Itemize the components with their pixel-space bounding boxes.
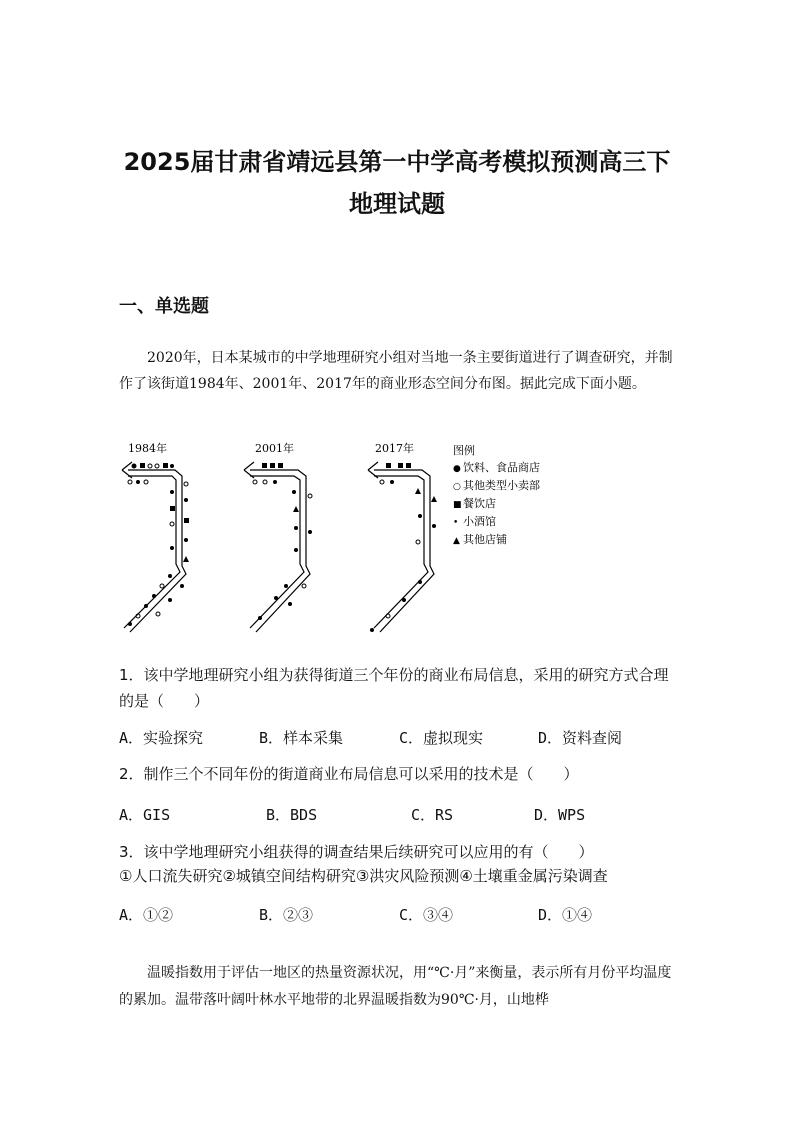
legend-label-2: 其他类型小卖部 <box>463 479 540 492</box>
question-2-option-b[interactable]: B．BDS <box>266 806 318 824</box>
legend-label-4: 小酒馆 <box>463 515 496 528</box>
legend-symbol-2: ○ <box>453 482 461 492</box>
legend-symbol-5: ▲ <box>453 536 460 546</box>
question-2-option-c[interactable]: C．RS <box>411 806 454 824</box>
legend-title: 图例 <box>453 444 475 457</box>
question-1-option-a[interactable]: A．实验探究 <box>119 729 204 747</box>
question-3-stem: 3．该中学地理研究小组获得的调查结果后续研究可以应用的有（ ） <box>119 843 594 861</box>
question-1-option-b[interactable]: B．样本采集 <box>259 729 344 747</box>
year-label-2017: 2017年 <box>375 442 414 455</box>
passage-2-paragraph: 温暖指数用于评估一地区的热量资源状况，用“℃·月”来衡量，表示所有月份平均温度的累加。温带落叶阔叶林水平地带的北界温暖指数为90℃·月，山地桦 <box>119 965 672 1008</box>
section-heading: 一、单选题 <box>119 296 209 317</box>
year-label-2001: 2001年 <box>255 442 294 455</box>
legend-label-1: 饮料、食品商店 <box>463 461 540 474</box>
question-1-option-c[interactable]: C．虚拟现实 <box>399 729 484 747</box>
legend <box>453 443 540 546</box>
legend-label-5: 其他店铺 <box>463 533 507 546</box>
year-label-1984: 1984年 <box>128 442 167 455</box>
question-3-statements: ①人口流失研究②城镇空间结构研究③洪灾风险预测④土壤重金属污染调查 <box>119 867 608 885</box>
question-3-option-b[interactable]: B．②③ <box>259 906 314 924</box>
question-2-option-a[interactable]: A．GIS <box>119 806 171 824</box>
legend-symbol-3: ■ <box>453 500 462 510</box>
question-1-option-d[interactable]: D．资料查阅 <box>538 729 623 747</box>
shops-1984 <box>128 463 189 626</box>
document-title-line-2: 地理试题 <box>349 190 445 218</box>
question-2-option-d[interactable]: D．WPS <box>534 806 586 824</box>
legend-symbol-1: ● <box>453 464 461 474</box>
legend-label-3: 餐饮店 <box>463 497 496 510</box>
question-3-option-d[interactable]: D．①④ <box>538 906 593 924</box>
question-3-option-a[interactable]: A．①② <box>119 906 174 924</box>
street-map-2001 <box>244 462 310 632</box>
intro-paragraph: 2020年，日本某城市的中学地理研究小组对当地一条主要街道进行了调查研究，并制作了该街道1984年、2001年、2017年的商业形态空间分布图。据此完成下面小题。 <box>119 350 673 392</box>
question-2-stem: 2．制作三个不同年份的街道商业布局信息可以采用的技术是（ ） <box>119 765 579 783</box>
street-map-1984 <box>122 462 186 632</box>
legend-symbol-4: • <box>453 518 459 528</box>
street-distribution-figure <box>110 436 580 646</box>
shops-2001 <box>253 463 312 620</box>
street-map-2017 <box>368 462 434 632</box>
question-3-option-c[interactable]: C．③④ <box>399 906 454 924</box>
document-title-line-1: 2025届甘肃省靖远县第一中学高考模拟预测高三下 <box>123 148 671 176</box>
question-1-stem: 1．该中学地理研究小组为获得街道三个年份的商业布局信息，采用的研究方式合理的是（ ） <box>119 666 669 710</box>
